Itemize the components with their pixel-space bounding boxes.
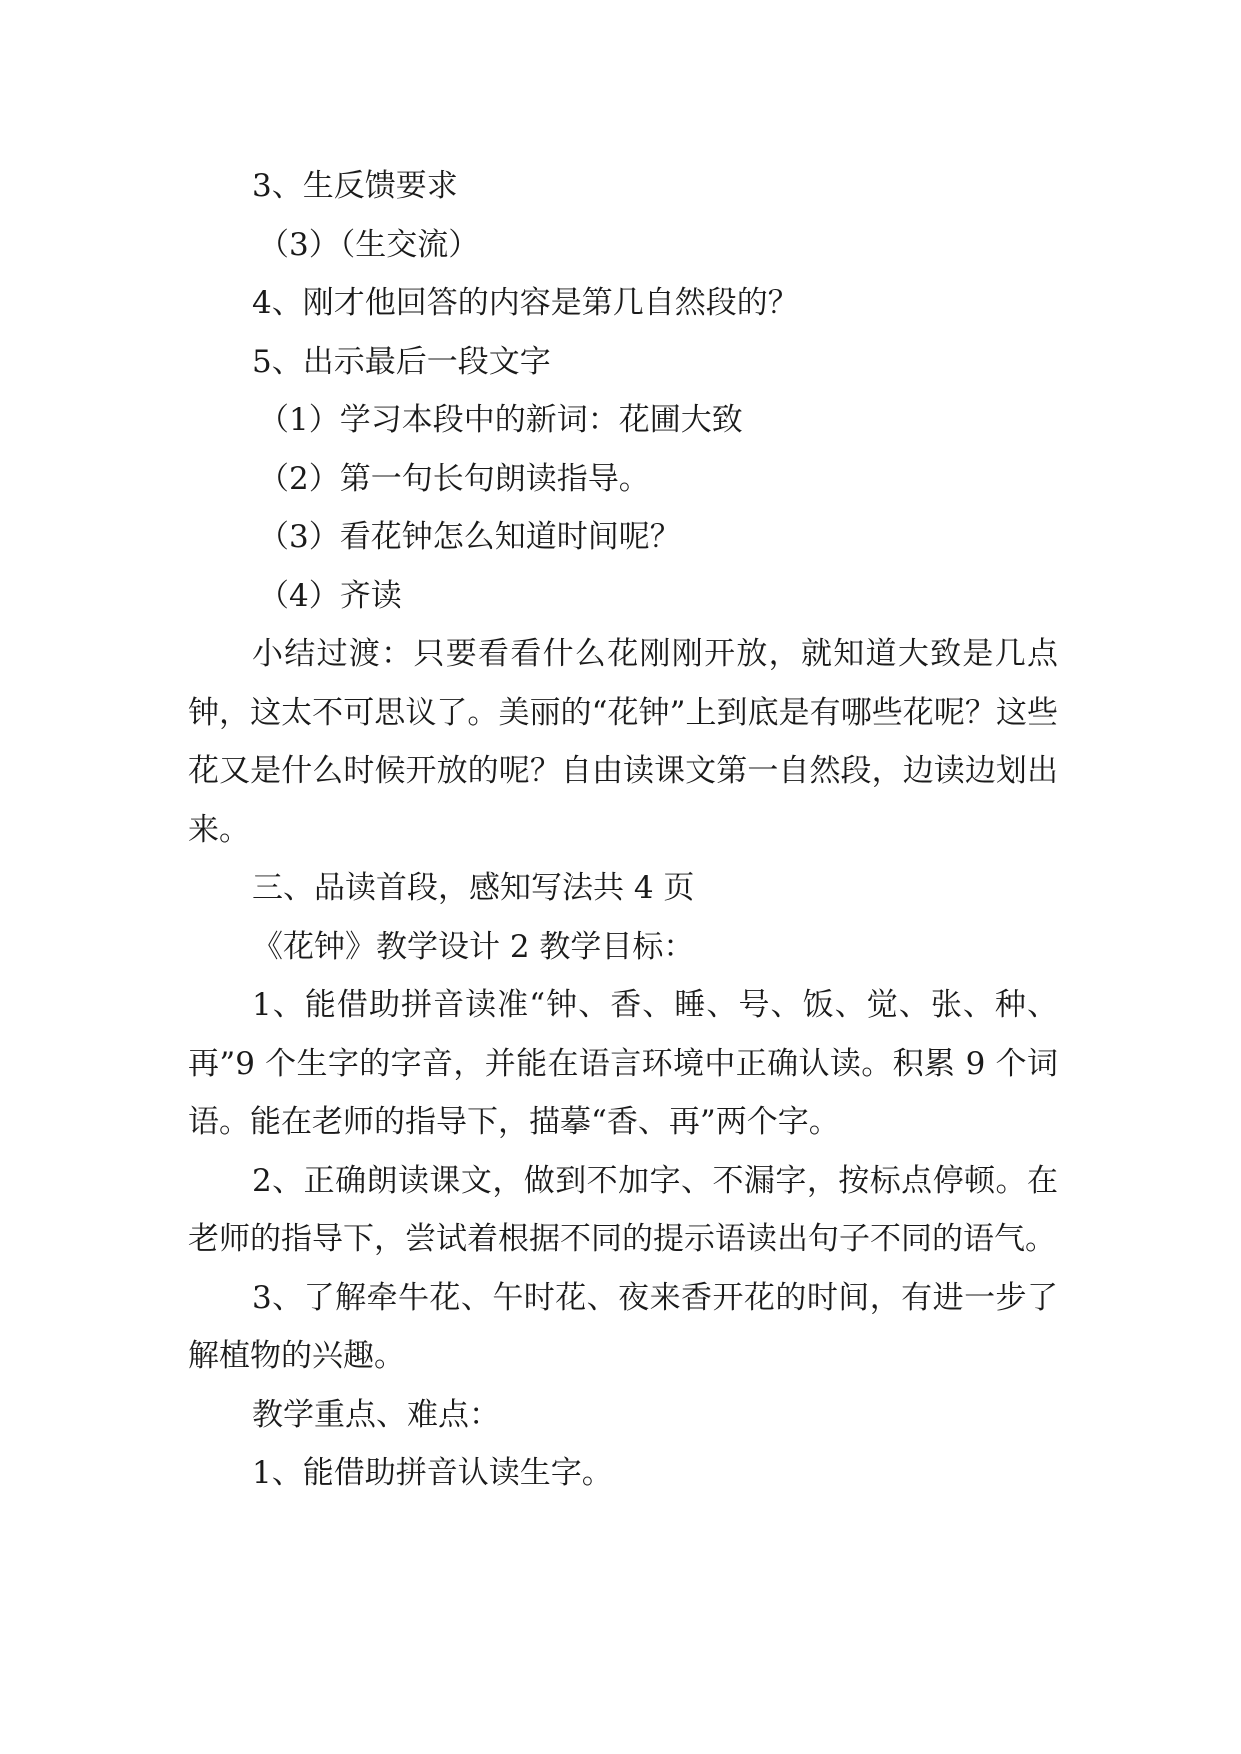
step-4-question: 4、刚才他回答的内容是第几自然段的？: [252, 285, 799, 321]
objective-2-paragraph: 2、正确朗读课文，做到不加字、不漏字，按标点停顿。在老师的指导下，尝试着根据不同的提示语读出句子不同的语气。: [188, 1162, 1058, 1257]
document-body: [188, 157, 1058, 1503]
substep-3-exchange: （3）（生交流）: [258, 226, 480, 263]
design-2-objectives-heading: 《花钟》教学设计 2 教学目标：: [252, 928, 695, 965]
substep-3-clock-question: （3）看花钟怎么知道时间呢？: [258, 519, 681, 555]
substep-4-read-together: （4）齐读: [258, 577, 402, 614]
key-point-1: 1、能借助拼音认读生字。: [252, 1455, 613, 1491]
substep-2-reading-guide: （2）第一句长句朗读指导。: [258, 460, 650, 497]
step-3-feedback: 3、生反馈要求: [252, 168, 458, 204]
key-points-heading: 教学重点、难点：: [252, 1396, 500, 1433]
substep-1-new-words: （1）学习本段中的新词：花圃大致: [258, 402, 743, 438]
objective-3-paragraph: 3、了解牵牛花、午时花、夜来香开花的时间，有进一步了解植物的兴趣。: [188, 1279, 1058, 1374]
section-3-heading: 三、品读首段，感知写法共 4 页: [252, 870, 695, 906]
step-5-show-text: 5、出示最后一段文字: [252, 343, 551, 380]
summary-transition-paragraph: 小结过渡：只要看看什么花刚刚开放，就知道大致是几点钟，这太不可思议了。美丽的“花钟”上到底是有哪些花呢？这些花又是什么时候开放的呢？自由读课文第一自然段，边读边划出来。: [188, 636, 1058, 848]
objective-1-paragraph: 1、能借助拼音读准“钟、香、睡、号、饭、觉、张、种、再”9 个生字的字音，并能在语言环境中正确认读。积累 9 个词语。能在老师的指导下，描摹“香、再”两个字。: [188, 987, 1058, 1140]
